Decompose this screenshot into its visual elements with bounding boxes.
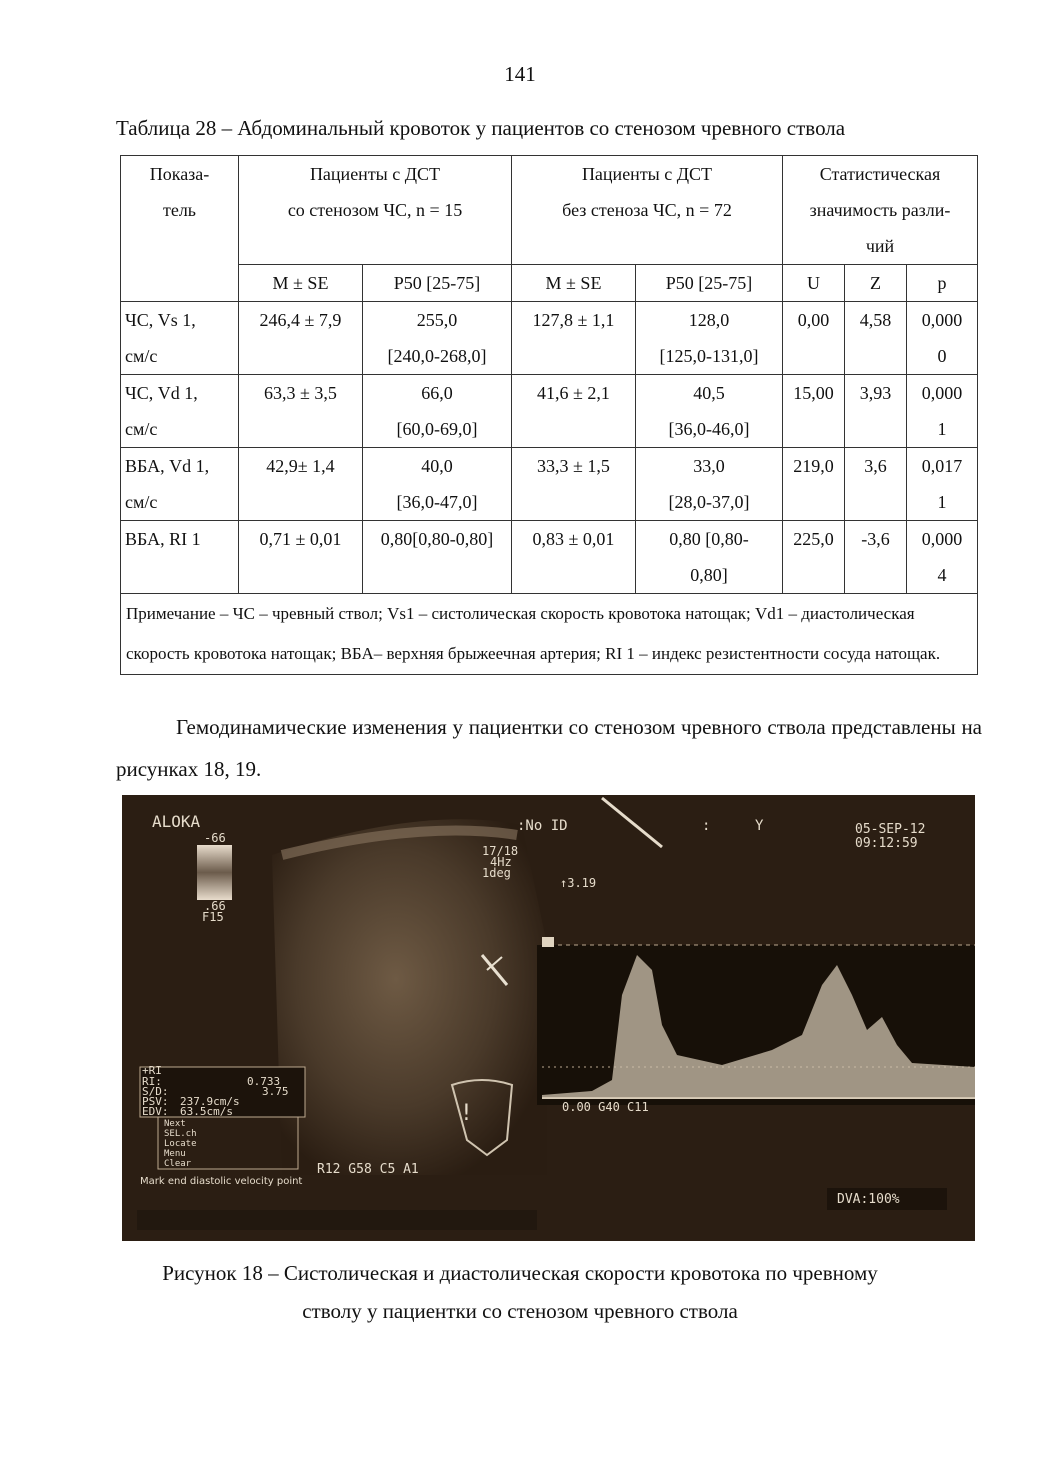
figure-caption: [100, 1254, 940, 1330]
cell-median-no-stenosis-line: [36,0-46,0]: [668, 419, 750, 439]
cell-mean-no-stenosis-line: 41,6 ± 2,1: [537, 383, 610, 403]
cell-mean-no-stenosis: [512, 375, 636, 448]
psv-label: PSV:: [142, 1095, 169, 1108]
cell-mean-stenosis: [239, 302, 363, 375]
table-note: Примечание – ЧС – чревный ствол; Vs1 – систолическая скорость кровотока натощак; Vd1 – диастолическая скорость кровотока натощак; ВБА– верхняя брыжеечная артерия; RI 1 – индекс резистентности сосуда натощак.: [121, 594, 978, 675]
cell-mean-stenosis-line: 246,4 ± 7,9: [259, 310, 342, 330]
subheader-cell: U: [783, 265, 845, 302]
table-subheader-row: [121, 265, 978, 302]
subheader-cell: Z: [845, 265, 907, 302]
cell-indicator-line: ВБА, RI 1: [125, 529, 201, 549]
status-message: Mark end diastolic velocity point: [140, 1176, 303, 1187]
cell-p-line: 4: [937, 565, 947, 585]
subheader-cell: P50 [25-75]: [363, 265, 512, 302]
cell-u-line: 219,0: [793, 456, 834, 476]
table-body: [121, 302, 978, 594]
table-row: [121, 375, 978, 448]
menu-item-locate[interactable]: Locate: [164, 1139, 197, 1149]
params-line-2: 4Hz: [490, 855, 512, 869]
cell-mean-no-stenosis: [512, 302, 636, 375]
cell-median-no-stenosis: [636, 375, 783, 448]
header-group-no-stenosis: Пациенты с ДСТ без стеноза ЧС, n = 72: [512, 156, 783, 265]
cell-indicator: [121, 375, 239, 448]
cell-u: [783, 448, 845, 521]
scale-bottom-label: .66: [204, 899, 226, 913]
cell-median-no-stenosis: [636, 302, 783, 375]
cell-p: [907, 448, 978, 521]
table-row: [121, 521, 978, 594]
gray-scale-bar: [197, 845, 232, 900]
scale-top-label: -66: [204, 831, 226, 845]
cell-p-line: 0: [937, 346, 947, 366]
cell-p: [907, 302, 978, 375]
cell-mean-stenosis-line: 0,71 ± 0,01: [259, 529, 342, 549]
cell-indicator-line: ВБА, Vd 1,: [125, 456, 210, 476]
table-header-row: [121, 156, 978, 265]
page-number: 141: [504, 62, 536, 86]
cell-p: [907, 521, 978, 594]
cell-median-no-stenosis-line: 33,0: [693, 456, 725, 476]
header-significance: Статистическая значимость разли- чий: [783, 156, 978, 265]
cell-u-line: 15,00: [793, 383, 834, 403]
edv-value: 63.5cm/s: [180, 1105, 233, 1118]
table-row: [121, 302, 978, 375]
cell-median-stenosis-line: 255,0: [416, 310, 458, 330]
cell-z: [845, 302, 907, 375]
cell-median-no-stenosis: [636, 448, 783, 521]
cell-z: [845, 448, 907, 521]
cell-u: [783, 521, 845, 594]
cell-indicator: [121, 448, 239, 521]
cell-median-stenosis-line: [60,0-69,0]: [396, 419, 478, 439]
header-group-stenosis: Пациенты с ДСТ со стенозом ЧС, n = 15: [239, 156, 512, 265]
ri-value: 0.733: [247, 1075, 281, 1088]
cell-mean-no-stenosis-line: 127,8 ± 1,1: [532, 310, 615, 330]
data-table: [120, 155, 978, 675]
table-caption: Таблица 28 – Абдоминальный кровоток у пациентов со стенозом чревного ствола: [116, 116, 846, 140]
cell-median-no-stenosis-line: 128,0: [688, 310, 730, 330]
menu-item-next[interactable]: Next: [164, 1119, 186, 1129]
cell-median-stenosis-line: [36,0-47,0]: [396, 492, 478, 512]
ri-label: RI:: [142, 1075, 162, 1088]
menu-item-select-channel[interactable]: SEL.ch: [164, 1129, 197, 1139]
cell-z-line: 3,6: [864, 456, 887, 476]
sd-value: 3.75: [262, 1085, 289, 1098]
cell-p-line: 0,000: [921, 310, 963, 330]
cell-u-line: 225,0: [793, 529, 834, 549]
cell-mean-no-stenosis-line: 0,83 ± 0,01: [532, 529, 615, 549]
cell-median-stenosis: [363, 448, 512, 521]
patient-id: :No ID: [517, 818, 568, 834]
cell-mean-no-stenosis: [512, 521, 636, 594]
cell-mean-stenosis: [239, 448, 363, 521]
table-row: [121, 448, 978, 521]
cell-p-line: 0,000: [921, 529, 963, 549]
cell-median-no-stenosis-line: 0,80 [0,80-: [669, 529, 749, 549]
cell-median-no-stenosis-line: 40,5: [693, 383, 725, 403]
ultrasound-image: [122, 795, 975, 1241]
cell-median-no-stenosis-line: [28,0-37,0]: [668, 492, 750, 512]
cell-indicator-line: см/с: [125, 419, 158, 439]
cell-median-stenosis-line: 0,80[0,80-0,80]: [380, 529, 494, 549]
measure-title: +RI: [142, 1064, 162, 1077]
cell-median-stenosis-line: 40,0: [421, 456, 453, 476]
scale-f-label: F15: [202, 910, 224, 924]
dva-readout: DVA:100%: [837, 1192, 900, 1207]
cell-p-line: 0,000: [921, 383, 963, 403]
edv-label: EDV:: [142, 1105, 169, 1118]
cell-indicator-line: см/с: [125, 346, 158, 366]
cell-median-stenosis-line: [240,0-268,0]: [387, 346, 487, 366]
cell-indicator-line: см/с: [125, 492, 158, 512]
subheader-cell: p: [907, 265, 978, 302]
params-line-1: 17/18: [482, 844, 519, 858]
cell-p-line: 1: [937, 419, 947, 439]
menu-item-menu[interactable]: Menu: [164, 1149, 186, 1159]
cell-median-no-stenosis-line: 0,80]: [690, 565, 728, 585]
subheader-cell: M ± SE: [239, 265, 363, 302]
figure-caption-line-2: стволу у пациентки со стенозом чревного ствола: [302, 1299, 738, 1323]
cell-mean-stenosis: [239, 375, 363, 448]
header-separator: :: [702, 818, 711, 834]
cell-mean-no-stenosis-line: 33,3 ± 1,5: [537, 456, 610, 476]
sd-label: S/D:: [142, 1085, 169, 1098]
cell-median-stenosis: [363, 302, 512, 375]
cell-z: [845, 521, 907, 594]
cell-z: [845, 375, 907, 448]
cell-u-line: 0,00: [797, 310, 830, 330]
brand-logo-text: ALOKA: [152, 812, 201, 831]
subheader-cell: M ± SE: [512, 265, 636, 302]
exam-time: 09:12:59: [855, 836, 918, 851]
cell-indicator: [121, 302, 239, 375]
cell-z-line: 4,58: [859, 310, 892, 330]
cell-mean-stenosis-line: 63,3 ± 3,5: [264, 383, 337, 403]
cell-indicator-line: [125, 557, 234, 593]
cell-p-line: 0,017: [921, 456, 963, 476]
doppler-baseline-label: 0.00 G40 C11: [562, 1100, 649, 1114]
warning-icon: !: [462, 1101, 471, 1126]
cell-median-stenosis-line: 66,0: [421, 383, 453, 403]
scale-max-value: ↑3.19: [560, 876, 597, 890]
header-indicator: Показа- тель: [121, 156, 239, 302]
body-paragraph: Гемодинамические изменения у пациентки со стенозом чревного ствола представлены на рисунках 18, 19.: [116, 715, 982, 781]
cell-median-stenosis-line: [367, 557, 507, 593]
cell-mean-stenosis-line: 42,9± 1,4: [266, 456, 335, 476]
cell-z-line: 3,93: [859, 383, 892, 403]
cell-indicator: [121, 521, 239, 594]
cell-u: [783, 302, 845, 375]
cell-p-line: 1: [937, 492, 947, 512]
exam-date: 05-SEP-12: [855, 822, 926, 837]
cell-mean-stenosis: [239, 521, 363, 594]
cell-z-line: -3,6: [861, 529, 890, 549]
settings-readout: R12 G58 C5 A1: [317, 1162, 419, 1177]
y-label: Y: [755, 818, 764, 834]
params-line-3: 1deg: [482, 866, 511, 880]
menu-item-clear[interactable]: Clear: [164, 1159, 192, 1169]
cell-indicator-line: ЧС, Vd 1,: [125, 383, 198, 403]
cell-p: [907, 375, 978, 448]
cell-median-stenosis: [363, 521, 512, 594]
psv-value: 237.9cm/s: [180, 1095, 240, 1108]
cell-median-stenosis: [363, 375, 512, 448]
cell-median-no-stenosis: [636, 521, 783, 594]
ultrasound-figure: [122, 795, 975, 1241]
table-note-row: [121, 594, 978, 675]
cell-indicator-line: ЧС, Vs 1,: [125, 310, 196, 330]
cell-mean-no-stenosis: [512, 448, 636, 521]
cell-median-no-stenosis-line: [125,0-131,0]: [659, 346, 759, 366]
subheader-cell: P50 [25-75]: [636, 265, 783, 302]
cell-u: [783, 375, 845, 448]
figure-caption-line-1: Рисунок 18 – Систолическая и диастолическая скорости кровотока по чревному: [162, 1261, 878, 1285]
